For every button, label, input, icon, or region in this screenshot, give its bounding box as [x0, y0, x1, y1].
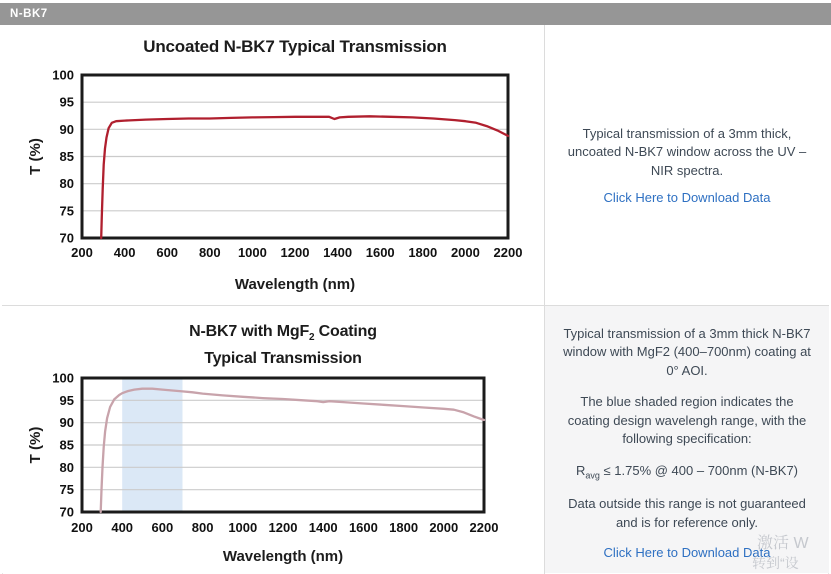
y-tick-label: 80 [59, 459, 74, 475]
y-tick-label: 80 [59, 176, 74, 192]
x-tick-label: 2200 [469, 520, 499, 535]
watermark-line2: 转到“设 [752, 555, 799, 571]
x-tick-label: 1800 [408, 245, 438, 260]
uncoated-description-panel [545, 25, 829, 305]
uncoated-chart-title: Uncoated N-BK7 Typical Transmission [143, 37, 447, 56]
coating-spec: $R_{avg} \le 1.75\%$ @ 400 – 700nm (N-BK7) [576, 462, 798, 481]
y-tick-label: 85 [59, 437, 74, 453]
x-tick-label: 1000 [237, 245, 267, 260]
x-tick-label: 1000 [228, 520, 258, 535]
x-tick-label: 2200 [493, 245, 523, 260]
x-tick-label: 2000 [450, 245, 480, 260]
x-tick-label: 1400 [308, 520, 338, 535]
coating-band-note: The blue shaded region indicates the coating design wavelengh range, with the following specification: [567, 394, 807, 447]
material-tab-label: N-BK7 [10, 8, 48, 20]
reference-note: Data outside this range is not guaranteed and is for reference only. [568, 496, 806, 530]
y-tick-label: 70 [59, 504, 74, 520]
coated-chart-title-line2: Typical Transmission [204, 350, 362, 368]
y-tick-label: 100 [52, 370, 74, 386]
y-tick-label: 95 [59, 392, 74, 408]
x-tick-label: 1200 [268, 520, 298, 535]
x-tick-label: 1800 [389, 520, 419, 535]
x-axis-label: Wavelength (nm) [222, 548, 344, 565]
x-tick-label: 1200 [280, 245, 310, 260]
x-tick-label: 1600 [348, 520, 378, 535]
material-tab[interactable] [0, 3, 831, 25]
watermark-line1: 激活 W [757, 535, 809, 552]
x-axis-label: Wavelength (nm) [234, 276, 356, 293]
coated-chart-title-line1: N-BK7 with MgF$_2$ Coating [189, 323, 377, 344]
x-tick-label: 200 [71, 245, 93, 260]
y-tick-label: 95 [59, 94, 74, 110]
x-tick-label: 1600 [365, 245, 395, 260]
x-tick-label: 400 [113, 245, 136, 260]
x-tick-label: 600 [156, 245, 179, 260]
y-tick-label: 90 [59, 121, 74, 137]
uncoated-description: Typical transmission of a 3mm thick, uncoated N-BK7 window across the UV – NIR spectra. [567, 125, 807, 178]
x-tick-label: 400 [111, 520, 134, 535]
coated-description: Typical transmission of a 3mm thick N-BK7 window with MgF2 (400–700nm) coating at 0° AOI. [563, 326, 811, 378]
windows-activation-watermark [752, 534, 809, 572]
y-axis-label: T (%) [27, 426, 44, 464]
y-axis-label: T (%) [27, 138, 44, 175]
coated-description-panel [545, 306, 829, 573]
x-tick-label: 2000 [429, 520, 459, 535]
coated-chart-section [2, 306, 544, 573]
uncoated-chart-section [2, 25, 544, 305]
x-tick-label: 800 [198, 245, 221, 260]
uncoated-transmission-chart [2, 25, 544, 305]
y-tick-label: 100 [52, 67, 74, 83]
uncoated-download-link[interactable]: Click Here to Download Data [603, 190, 771, 206]
coated-download-link[interactable]: Click Here to Download Data [603, 544, 771, 560]
x-tick-label: 1400 [323, 245, 353, 260]
y-tick-label: 90 [59, 415, 74, 431]
x-tick-label: 200 [71, 520, 93, 535]
y-tick-label: 85 [59, 149, 74, 164]
coated-transmission-chart [2, 306, 544, 573]
y-tick-label: 75 [59, 203, 74, 219]
y-tick-label: 70 [59, 230, 74, 246]
y-tick-label: 75 [59, 482, 74, 498]
x-tick-label: 800 [191, 520, 214, 535]
x-tick-label: 600 [151, 520, 174, 535]
transmission-curve [101, 116, 508, 238]
